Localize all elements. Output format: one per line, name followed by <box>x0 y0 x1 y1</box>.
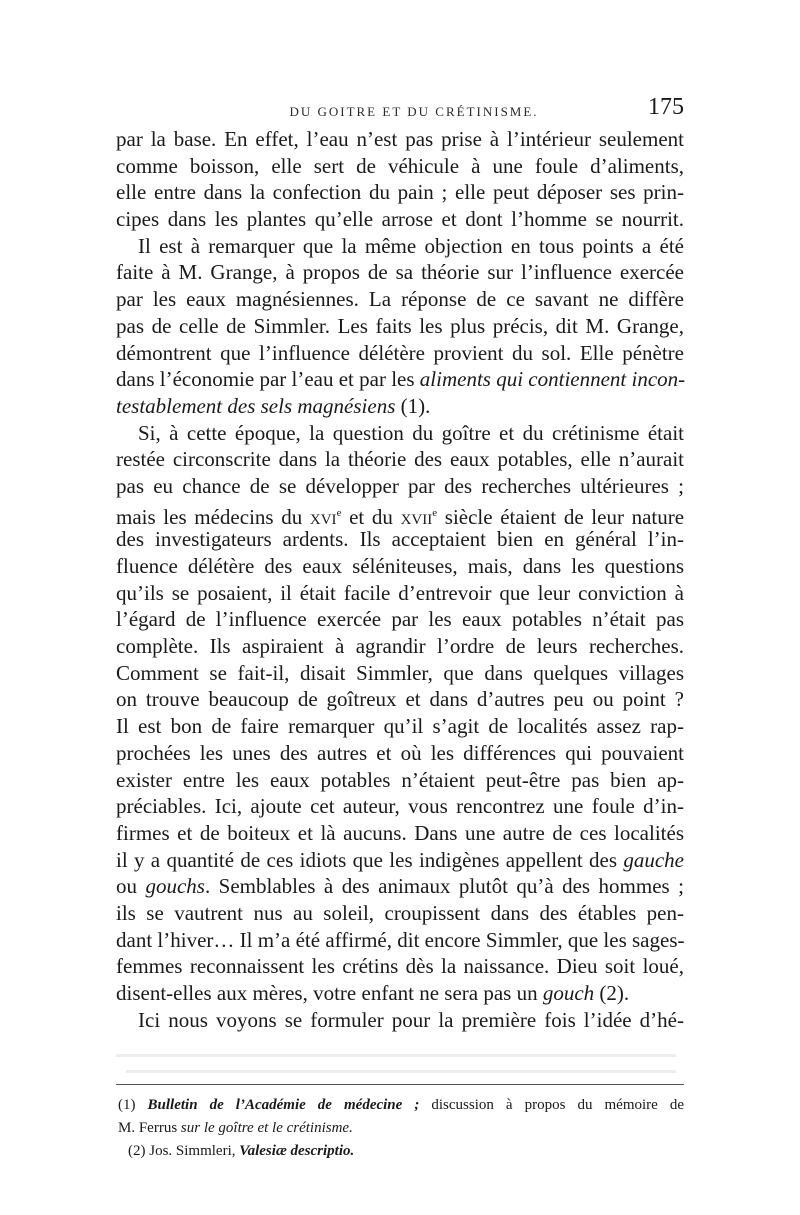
footnote-text: discussion à propos du mémoire de <box>431 1097 685 1113</box>
footnote-text: Jos. Simmleri, <box>149 1143 236 1159</box>
text-line: dant l’hiver… Il m’a été affirmé, dit encore Simmler, que les sages- <box>116 927 685 952</box>
text-span: mais les médecins du <box>116 504 303 529</box>
text-line <box>116 980 684 1007</box>
text-line: Il est bon de faire remarquer qu’il s’agit de localités assez rap- <box>116 714 684 739</box>
footnotes <box>118 1094 684 1163</box>
text-line: on trouve beaucoup de goîtreux et dans d’autres peu ou point ? <box>116 687 684 712</box>
superscript: e <box>336 506 342 519</box>
text-line: qu’ils se posaient, il était facile d’entrevoir que leur conviction à <box>116 580 684 605</box>
century-numeral: xvi <box>309 504 337 529</box>
body-text <box>116 126 684 1033</box>
text-span: et du <box>349 504 393 529</box>
text-line <box>116 393 684 420</box>
footnote-number: (2) <box>128 1143 146 1159</box>
text-line: par les eaux magnésiennes. La réponse de ce savant ne diffère <box>116 287 684 312</box>
footnote-number: (1) <box>118 1097 136 1113</box>
text-span: . Semblables à des animaux plutôt qu’à des hommes ; <box>204 874 685 899</box>
text-line: prochées les unes des autres et où les différences qui pouvaient <box>116 740 684 765</box>
footnote-title: sur le goître et le crétinisme. <box>180 1120 353 1136</box>
text-line: par la base. En effet, l’eau n’est pas prise à l’intérieur seulement <box>116 127 684 151</box>
italic-span: gauche <box>623 847 685 872</box>
text-line: cipes dans les plantes qu’elle arrose et dont l’homme se nourrit. <box>116 207 684 232</box>
text-line: comme boisson, elle sert de véhicule à une foule d’aliments, <box>116 153 684 178</box>
text-span: il y a quantité de ces idiots que les indigènes appellent des <box>116 847 618 872</box>
text-line: pas eu chance de se développer par des recherches ultérieures ; <box>116 473 684 498</box>
footnote-1 <box>118 1094 684 1117</box>
text-line: l’égard de l’influence exercée par les eaux potables n’était pas <box>116 607 684 632</box>
text-line: femmes reconnaissent les crétins dès la naissance. Dieu soit loué, <box>116 954 684 979</box>
text-line: Si, à cette époque, la question du goître et du crétinisme était <box>138 420 684 445</box>
text-line: firmes et de boiteux et là aucuns. Dans une autre de ces localités <box>116 820 684 845</box>
text-span: dans l’économie par l’eau et par les <box>116 367 415 392</box>
text-line: démontrent que l’influence délétère provient du sol. Elle pénètre <box>116 340 684 365</box>
footnote-1-continued <box>118 1117 684 1140</box>
text-line <box>116 847 684 874</box>
running-title: DU GOITRE ET DU CRÉTINISME. <box>289 104 539 119</box>
footnote-ref: (2). <box>599 981 630 1005</box>
italic-span: aliments qui contiennent incon- <box>419 367 686 392</box>
superscript: e <box>432 506 438 519</box>
century-numeral: xvii <box>400 504 433 529</box>
footnote-2 <box>118 1140 684 1163</box>
italic-span: testablement des sels magnésiens <box>116 393 396 418</box>
text-line: complète. Ils aspiraient à agrandir l’ordre de leurs recherches. <box>116 634 684 659</box>
text-line: fluence délétère des eaux séléniteuses, mais, dans les questions <box>116 554 684 578</box>
text-line <box>116 500 684 527</box>
text-line: faite à M. Grange, à propos de sa théorie sur l’influence exercée <box>116 260 684 285</box>
footnote-rule <box>116 1084 684 1085</box>
text-line <box>116 366 684 393</box>
text-span: ou <box>116 874 137 899</box>
text-line: elle entre dans la confection du pain ; elle peut déposer ses prin- <box>116 180 684 205</box>
page-number: 175 <box>648 94 684 120</box>
text-line: ils se vautrent nus au soleil, croupissent dans des étables pen- <box>116 900 684 925</box>
text-line: exister entre les eaux potables n’étaient peut-être pas bien ap- <box>116 767 684 792</box>
italic-span: gouchs <box>145 874 205 899</box>
text-line: des investigateurs ardents. Ils acceptaient bien en général l’in- <box>116 527 684 552</box>
text-line: Il est à remarquer que la même objection en tous points a été <box>138 233 684 258</box>
text-span: disent-elles aux mères, votre enfant ne sera pas un <box>116 981 538 1005</box>
footnote-title: Bulletin de l’Académie de médecine ; <box>147 1097 420 1113</box>
bleed-through-marks <box>116 1046 684 1082</box>
italic-span: gouch <box>542 981 595 1005</box>
text-line: préciables. Ici, ajoute cet auteur, vous rencontrez une foule d’in- <box>116 794 684 819</box>
text-span: siècle étaient de leur nature <box>444 504 685 529</box>
footnote-ref: (1). <box>400 393 431 418</box>
text-line: restée circonscrite dans la théorie des eaux potables, elle n’aurait <box>116 447 684 472</box>
text-line: Ici nous voyons se formuler pour la première fois l’idée d’hé- <box>138 1007 684 1032</box>
text-line <box>116 873 684 900</box>
bleed-through-texture <box>116 1046 684 1082</box>
text-line: pas de celle de Simmler. Les faits les plus précis, dit M. Grange, <box>116 313 684 338</box>
footnote-text: M. Ferrus <box>118 1120 178 1136</box>
text-line: Comment se fait-il, disait Simmler, que dans quelques villages <box>116 660 684 685</box>
footnote-title: Valesiæ descriptio. <box>239 1143 355 1159</box>
